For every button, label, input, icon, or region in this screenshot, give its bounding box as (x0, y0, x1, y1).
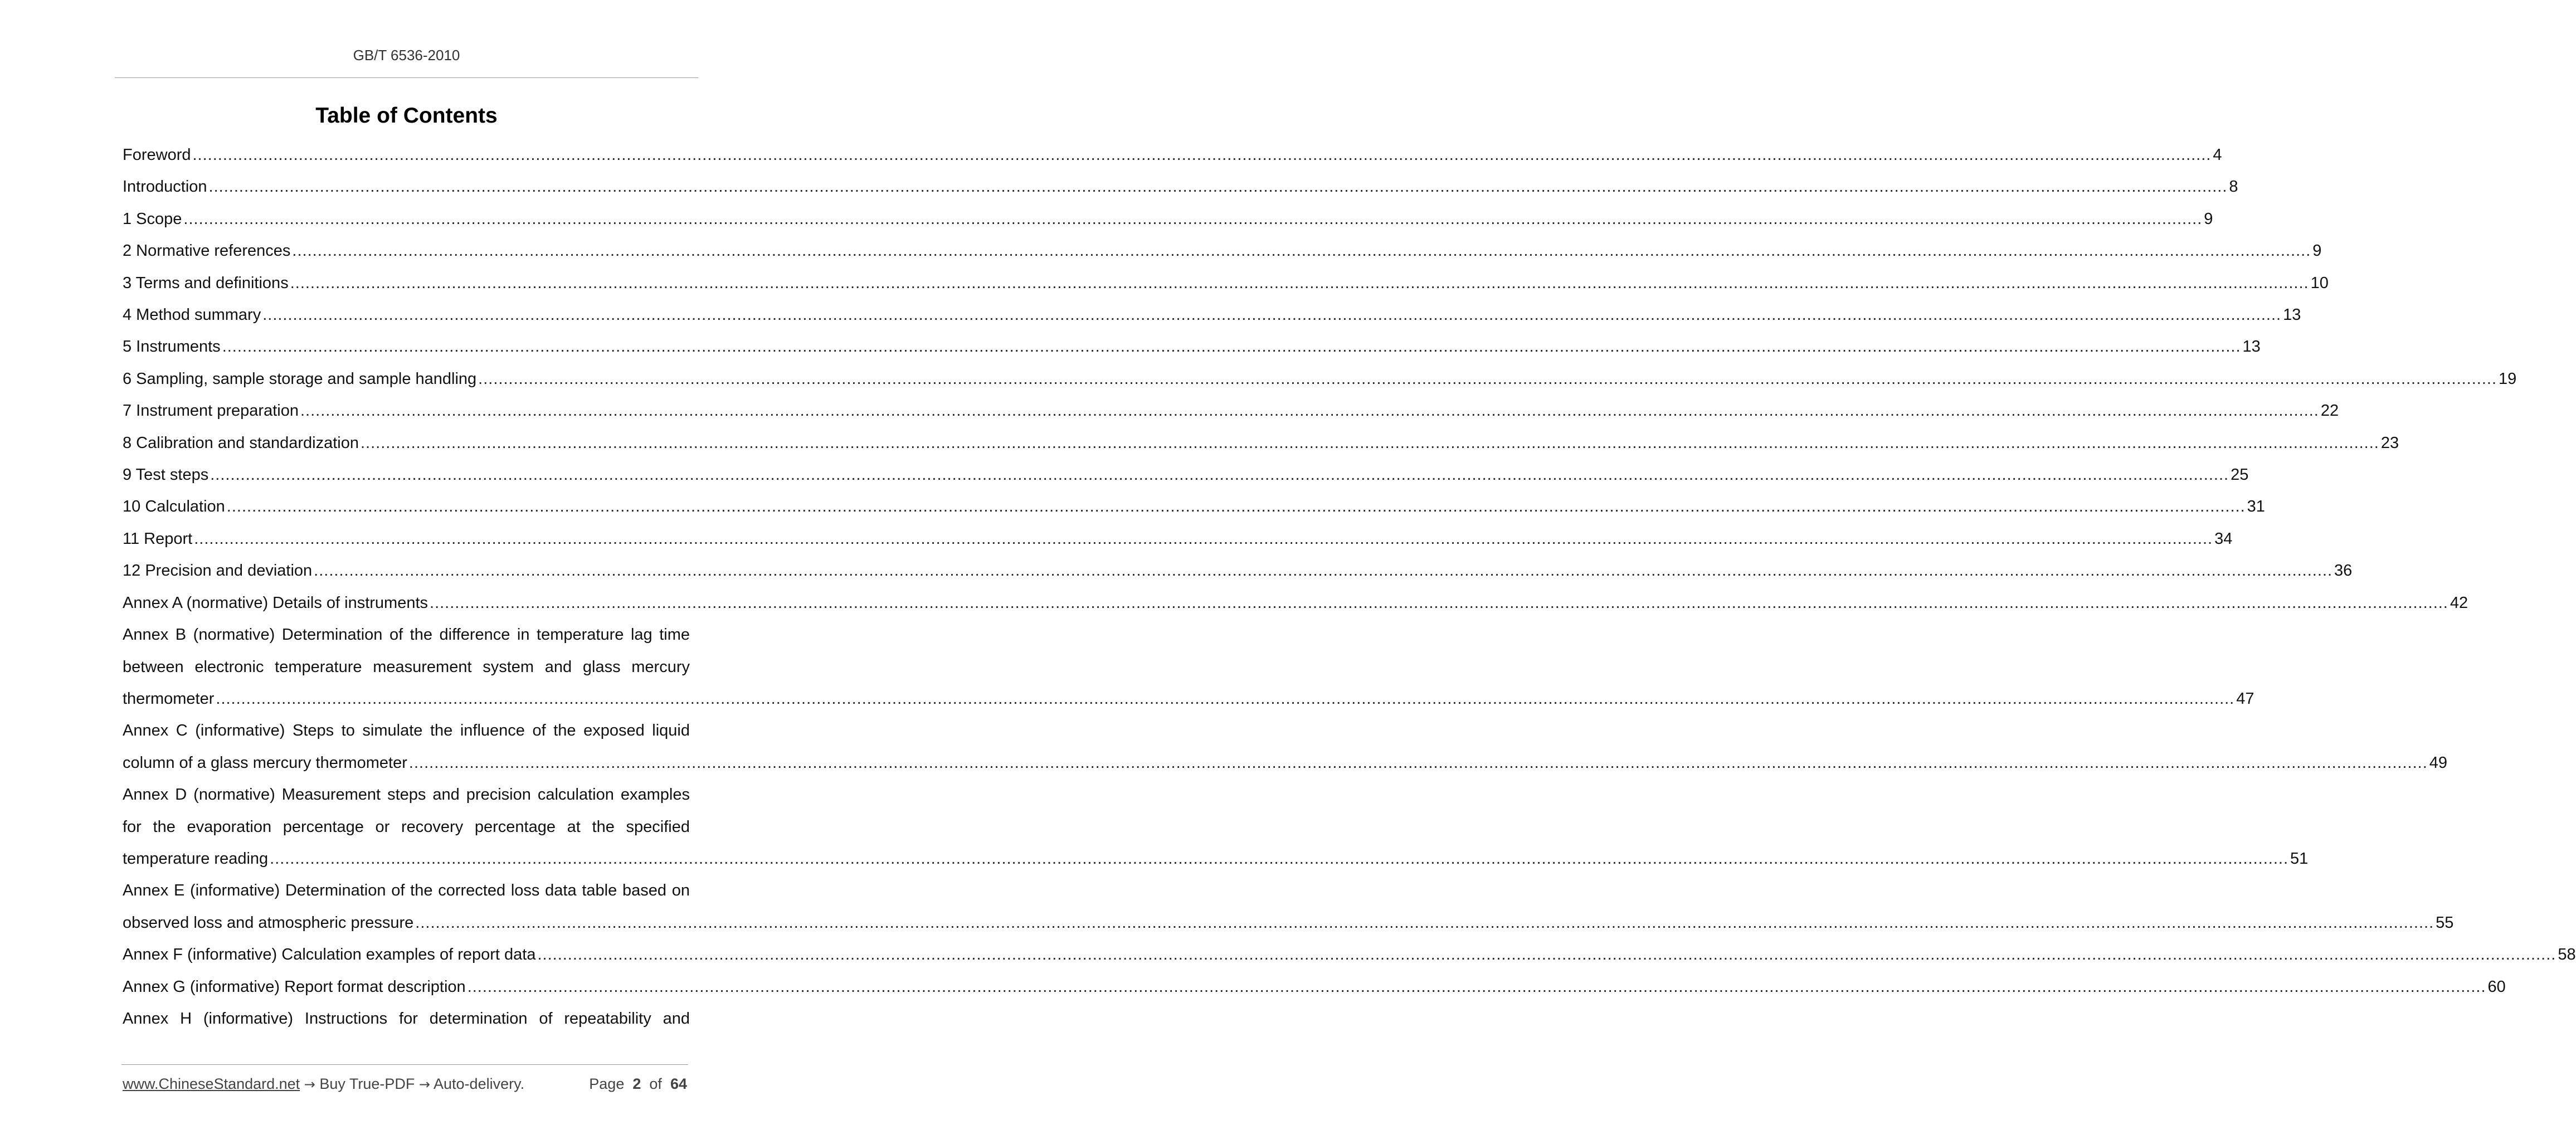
toc-entry-link[interactable] (123, 363, 2517, 395)
toc-entry-title: Annex H (informative) Instructions for determination of repeatability and (123, 1009, 690, 1028)
toc-entry-link[interactable] (123, 779, 2309, 875)
toc-entry-title: Annex G (informative) Report format description (123, 977, 466, 996)
toc-entry-text-line: between electronic temperature measurement system and glass mercury (123, 658, 690, 676)
toc-entry[interactable] (123, 1003, 690, 1035)
page-indicator (589, 1075, 687, 1093)
current-page-number: 2 (632, 1075, 641, 1092)
toc-entry-row (123, 395, 2339, 427)
toc-entry-title: Foreword (123, 146, 191, 164)
footer-divider (121, 1064, 688, 1065)
toc-entry-link[interactable] (123, 939, 2576, 971)
dot-leader: ................................................................................................................................................................................................................................................................................................................................................................................................................ (467, 977, 2486, 996)
toc-entry[interactable] (123, 523, 2233, 555)
toc-entry-link[interactable] (123, 555, 2353, 587)
toc-entry-link[interactable] (123, 235, 2322, 267)
toc-entry[interactable] (123, 235, 2322, 267)
toc-entry-link[interactable] (123, 427, 2399, 459)
toc-page-number: 47 (2236, 689, 2254, 708)
toc-entry-title: 3 Terms and definitions (123, 274, 289, 292)
toc-page-number: 23 (2380, 434, 2399, 452)
dot-leader: ................................................................................................................................................................................................................................................................................................................................................................................................................ (183, 210, 2203, 228)
toc-entry[interactable] (123, 939, 2576, 971)
toc-entry[interactable] (123, 715, 2448, 779)
dot-leader: ................................................................................................................................................................................................................................................................................................................................................................................................................ (361, 434, 2379, 452)
toc-page-number: 4 (2213, 146, 2222, 164)
toc-entry-link[interactable] (123, 267, 2329, 299)
toc-entry-text-line: Annex B (normative) Determination of the difference in temperature lag time (123, 626, 690, 644)
toc-page-number: 31 (2247, 498, 2265, 516)
toc-page-number: 13 (2283, 306, 2301, 324)
toc-entry[interactable] (123, 363, 2517, 395)
toc-entry-row (123, 203, 2213, 235)
toc-entry-text-line: Annex D (normative) Measurement steps and precision calculation examples (123, 786, 690, 804)
toc-entry-link[interactable] (123, 1003, 690, 1035)
toc-entry-title: 11 Report (123, 529, 193, 548)
dot-leader: ................................................................................................................................................................................................................................................................................................................................................................................................................ (537, 946, 2556, 964)
toc-entry[interactable] (123, 427, 2399, 459)
toc-entry[interactable] (123, 555, 2353, 587)
toc-entry-title: 9 Test steps (123, 466, 209, 484)
toc-entry-row (123, 555, 2353, 587)
toc-entry-title: 6 Sampling, sample storage and sample handling (123, 369, 477, 388)
page-word: Page (589, 1075, 625, 1092)
toc-entry-row (123, 747, 2448, 779)
toc-entry-link[interactable] (123, 203, 2213, 235)
toc-entry-title: 12 Precision and deviation (123, 562, 313, 580)
toc-page-number: 9 (2204, 210, 2213, 228)
toc-entry-title: Annex A (normative) Details of instruments (123, 593, 428, 612)
toc-entry-text-line: Annex E (informative) Determination of the corrected loss data table based on (123, 882, 690, 900)
toc-page-number: 34 (2214, 529, 2233, 548)
footer-delivery-text: Auto-delivery. (434, 1075, 525, 1092)
toc-entry-title: 10 Calculation (123, 498, 225, 516)
toc-page-number: 51 (2290, 849, 2309, 868)
dot-leader: ................................................................................................................................................................................................................................................................................................................................................................................................................ (222, 338, 2241, 356)
toc-page-number: 42 (2450, 593, 2468, 612)
toc-entry-text-line: Annex C (informative) Steps to simulate the influence of the exposed liquid (123, 722, 690, 740)
toc-entry-row (123, 363, 2517, 395)
dot-leader: ................................................................................................................................................................................................................................................................................................................................................................................................................ (292, 242, 2311, 260)
toc-page-number: 55 (2436, 913, 2454, 932)
toc-entry-row (123, 299, 2301, 331)
page-title: Table of Contents (315, 104, 498, 128)
toc-entry-link[interactable] (123, 331, 2261, 363)
toc-entry-link[interactable] (123, 619, 2254, 715)
toc-entry[interactable] (123, 779, 2309, 875)
arrow-right-icon: → (304, 1077, 315, 1092)
toc-entry[interactable] (123, 491, 2265, 523)
arrow-right-icon: → (418, 1077, 430, 1092)
toc-entry-row (123, 907, 2454, 939)
toc-page-number: 19 (2499, 369, 2517, 388)
toc-entry-row (123, 939, 2576, 971)
toc-entry-row (123, 491, 2265, 523)
toc-entry-row (123, 843, 2309, 875)
toc-entry[interactable] (123, 459, 2249, 491)
toc-entry-row (123, 587, 2468, 619)
toc-entry[interactable] (123, 875, 2454, 939)
toc-entry-row (123, 1003, 690, 1035)
toc-entry-row (123, 971, 2506, 1003)
toc-entry-link[interactable] (123, 459, 2249, 491)
dot-leader: ................................................................................................................................................................................................................................................................................................................................................................................................................ (192, 146, 2212, 164)
footer-buy-text: Buy True-PDF (319, 1075, 415, 1092)
toc-entry-link[interactable] (123, 715, 2448, 779)
of-word: of (649, 1075, 662, 1092)
toc-entry-row (123, 235, 2322, 267)
toc-entry[interactable] (123, 587, 2468, 619)
dot-leader: ................................................................................................................................................................................................................................................................................................................................................................................................................ (208, 178, 2228, 196)
toc-entry-row (123, 171, 2238, 203)
toc-page-number: 36 (2334, 562, 2353, 580)
toc-entry-link[interactable] (123, 587, 2468, 619)
dot-leader: ................................................................................................................................................................................................................................................................................................................................................................................................................ (210, 466, 2229, 484)
dot-leader: ................................................................................................................................................................................................................................................................................................................................................................................................................ (270, 849, 2289, 868)
toc-entry[interactable] (123, 267, 2329, 299)
toc-entry-link[interactable] (123, 491, 2265, 523)
toc-entry-row (123, 523, 2233, 555)
toc-entry-row (123, 459, 2249, 491)
total-page-count: 64 (670, 1075, 687, 1092)
toc-entry-title: Annex F (informative) Calculation examples of report data (123, 946, 536, 964)
toc-entry-text-line: for the evaporation percentage or recovery percentage at the specified (123, 817, 690, 836)
toc-entry-link[interactable] (123, 171, 2238, 203)
dot-leader: ................................................................................................................................................................................................................................................................................................................................................................................................................ (314, 562, 2333, 580)
toc-entry[interactable] (123, 203, 2213, 235)
toc-entry-row (123, 139, 2222, 171)
toc-entry-title: Introduction (123, 178, 207, 196)
toc-entry-title: 2 Normative references (123, 242, 291, 260)
toc-entry[interactable] (123, 171, 2238, 203)
toc-entry[interactable] (123, 139, 2222, 171)
dot-leader: ................................................................................................................................................................................................................................................................................................................................................................................................................ (262, 306, 2282, 324)
toc-entry-title: 7 Instrument preparation (123, 402, 299, 420)
dot-leader: ................................................................................................................................................................................................................................................................................................................................................................................................................ (226, 498, 2246, 516)
toc-entry-link[interactable] (123, 971, 2506, 1003)
toc-entry-row (123, 331, 2261, 363)
toc-entry-row (123, 267, 2329, 299)
toc-entry-title: 5 Instruments (123, 338, 221, 356)
toc-entry-title: 8 Calibration and standardization (123, 434, 359, 452)
website-link[interactable]: www.ChineseStandard.net (123, 1075, 300, 1092)
toc-entry-link[interactable] (123, 875, 2454, 939)
toc-entry-title: observed loss and atmospheric pressure (123, 913, 414, 932)
toc-page-number: 58 (2558, 946, 2576, 964)
dot-leader: ................................................................................................................................................................................................................................................................................................................................................................................................................ (216, 689, 2235, 708)
toc-page-number: 60 (2487, 977, 2506, 996)
dot-leader: ................................................................................................................................................................................................................................................................................................................................................................................................................ (300, 402, 2319, 420)
toc-page-number: 8 (2229, 178, 2238, 196)
toc-entry-row (123, 427, 2399, 459)
toc-entry-title: temperature reading (123, 849, 269, 868)
toc-entry[interactable] (123, 331, 2261, 363)
toc-entry-title: thermometer (123, 689, 215, 708)
toc-entry[interactable] (123, 395, 2339, 427)
footer-promo (123, 1075, 524, 1093)
toc-page-number: 13 (2242, 338, 2261, 356)
toc-entry-link[interactable] (123, 299, 2301, 331)
dot-leader: ................................................................................................................................................................................................................................................................................................................................................................................................................ (415, 913, 2434, 932)
toc-entry-row (123, 683, 2254, 715)
toc-entry-title: 4 Method summary (123, 306, 261, 324)
toc-entry-link[interactable] (123, 139, 2222, 171)
document-header: GB/T 6536-2010 (353, 47, 460, 64)
toc-entry-link[interactable] (123, 523, 2233, 555)
dot-leader: ................................................................................................................................................................................................................................................................................................................................................................................................................ (408, 753, 2428, 772)
toc-page-number: 10 (2310, 274, 2329, 292)
toc-page-number: 49 (2429, 753, 2448, 772)
toc-entry[interactable] (123, 619, 2254, 715)
toc-page-number: 22 (2320, 402, 2339, 420)
header-divider (115, 77, 698, 78)
dot-leader: ................................................................................................................................................................................................................................................................................................................................................................................................................ (194, 529, 2213, 548)
table-of-contents (123, 139, 2576, 1035)
dot-leader: ................................................................................................................................................................................................................................................................................................................................................................................................................ (290, 274, 2309, 292)
toc-page-number: 9 (2312, 242, 2322, 260)
page-footer (123, 1075, 687, 1098)
toc-entry[interactable] (123, 971, 2506, 1003)
toc-entry-title: 1 Scope (123, 210, 182, 228)
toc-entry-title: column of a glass mercury thermometer (123, 753, 407, 772)
toc-page-number: 25 (2231, 466, 2249, 484)
dot-leader: ................................................................................................................................................................................................................................................................................................................................................................................................................ (430, 593, 2448, 612)
dot-leader: ................................................................................................................................................................................................................................................................................................................................................................................................................ (478, 369, 2497, 388)
toc-entry-link[interactable] (123, 395, 2339, 427)
toc-entry[interactable] (123, 299, 2301, 331)
